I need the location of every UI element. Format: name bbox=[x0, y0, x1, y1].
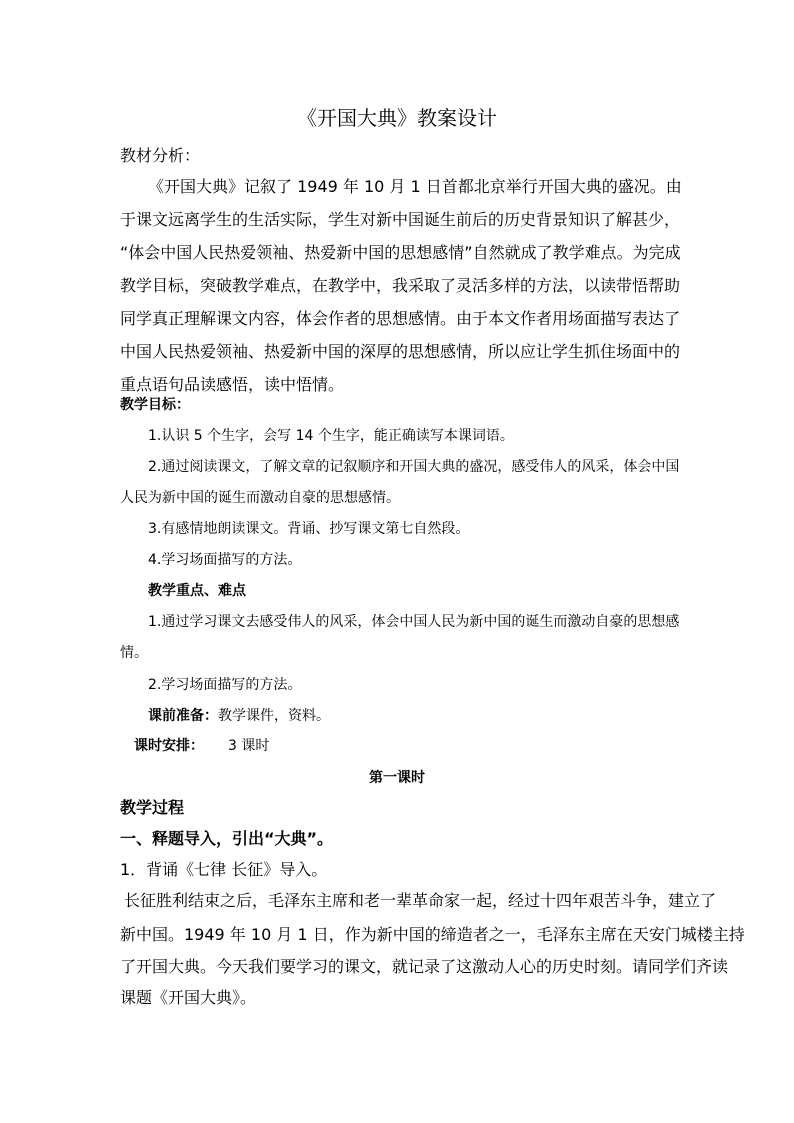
intro-line: 课题《开国大典》。 bbox=[120, 988, 257, 1007]
prep-value: 教学课件，资料。 bbox=[218, 708, 330, 724]
section-label-analysis: 教材分析： bbox=[120, 146, 201, 165]
goal-item: 1.认识 5 个生字，会写 14 个生字，能正确读写本课词语。 bbox=[148, 428, 514, 444]
document-title: 《开国大典》教案设计 bbox=[297, 106, 497, 130]
analysis-line: “体会中国人民热爱领袖、热爱新中国的思想感情”自然就成了教学难点。为完成 bbox=[120, 243, 681, 262]
schedule-value: 3 课时 bbox=[228, 738, 270, 754]
key-points-heading: 教学重点、难点 bbox=[148, 583, 246, 599]
goal-item-continuation: 人民为新中国的诞生而激动自豪的思想感情。 bbox=[120, 490, 400, 506]
lesson-heading: 第一课时 bbox=[369, 770, 425, 786]
analysis-line: 教学目标，突破教学难点，在教学中，我采取了灵活多样的方法，以读带悟帮助 bbox=[120, 276, 681, 295]
analysis-line: 于课文远离学生的生活实际，学生对新中国诞生前后的历史背景知识了解甚少， bbox=[120, 210, 681, 229]
key-point-continuation: 情。 bbox=[120, 645, 148, 661]
step-item: 1．背诵《七律 长征》导入。 bbox=[120, 860, 328, 879]
prep-row bbox=[148, 706, 330, 726]
prep-label: 课前准备： bbox=[148, 708, 218, 724]
goal-item: 3.有感情地朗读课文。背诵、抄写课文第七自然段。 bbox=[148, 521, 470, 537]
key-point-item: 1.通过学习课文去感受伟人的风采，体会中国人民为新中国的诞生而激动自豪的思想感 bbox=[148, 614, 680, 630]
process-heading: 教学过程 bbox=[120, 798, 185, 817]
intro-line: 新中国。1949 年 10 月 1 日，作为新中国的缔造者之一，毛泽东主席在天安门城楼主持 bbox=[120, 925, 745, 944]
analysis-line: 同学真正理解课文内容，体会作者的思想感情。由于本文作者用场面描写表达了 bbox=[120, 309, 681, 328]
analysis-line: 《开国大典》记叙了 1949 年 10 月 1 日首都北京举行开国大典的盛况。由 bbox=[148, 177, 682, 196]
step-heading: 一、释题导入，引出“大典”。 bbox=[120, 829, 334, 848]
goal-item: 2.通过阅读课文，了解文章的记叙顺序和开国大典的盛况，感受伟人的风采，体会中国 bbox=[148, 459, 680, 475]
analysis-line: 中国人民热爱领袖、热爱新中国的深厚的思想感情，所以应让学生抓住场面中的 bbox=[120, 342, 681, 361]
schedule-label: 课时安排： bbox=[134, 738, 204, 754]
intro-line: 了开国大典。今天我们要学习的课文，就记录了这激动人心的历史时刻。请同学们齐读 bbox=[120, 957, 729, 976]
key-point-item: 2.学习场面描写的方法。 bbox=[148, 677, 302, 693]
analysis-line: 重点语句品读感悟，读中悟情。 bbox=[120, 375, 345, 394]
intro-line: 长征胜利结束之后，毛泽东主席和老一辈革命家一起，经过十四年艰苦斗争，建立了 bbox=[124, 891, 717, 910]
goal-item: 4.学习场面描写的方法。 bbox=[148, 552, 302, 568]
goals-heading: 教学目标： bbox=[120, 397, 190, 413]
schedule-row bbox=[134, 736, 269, 756]
